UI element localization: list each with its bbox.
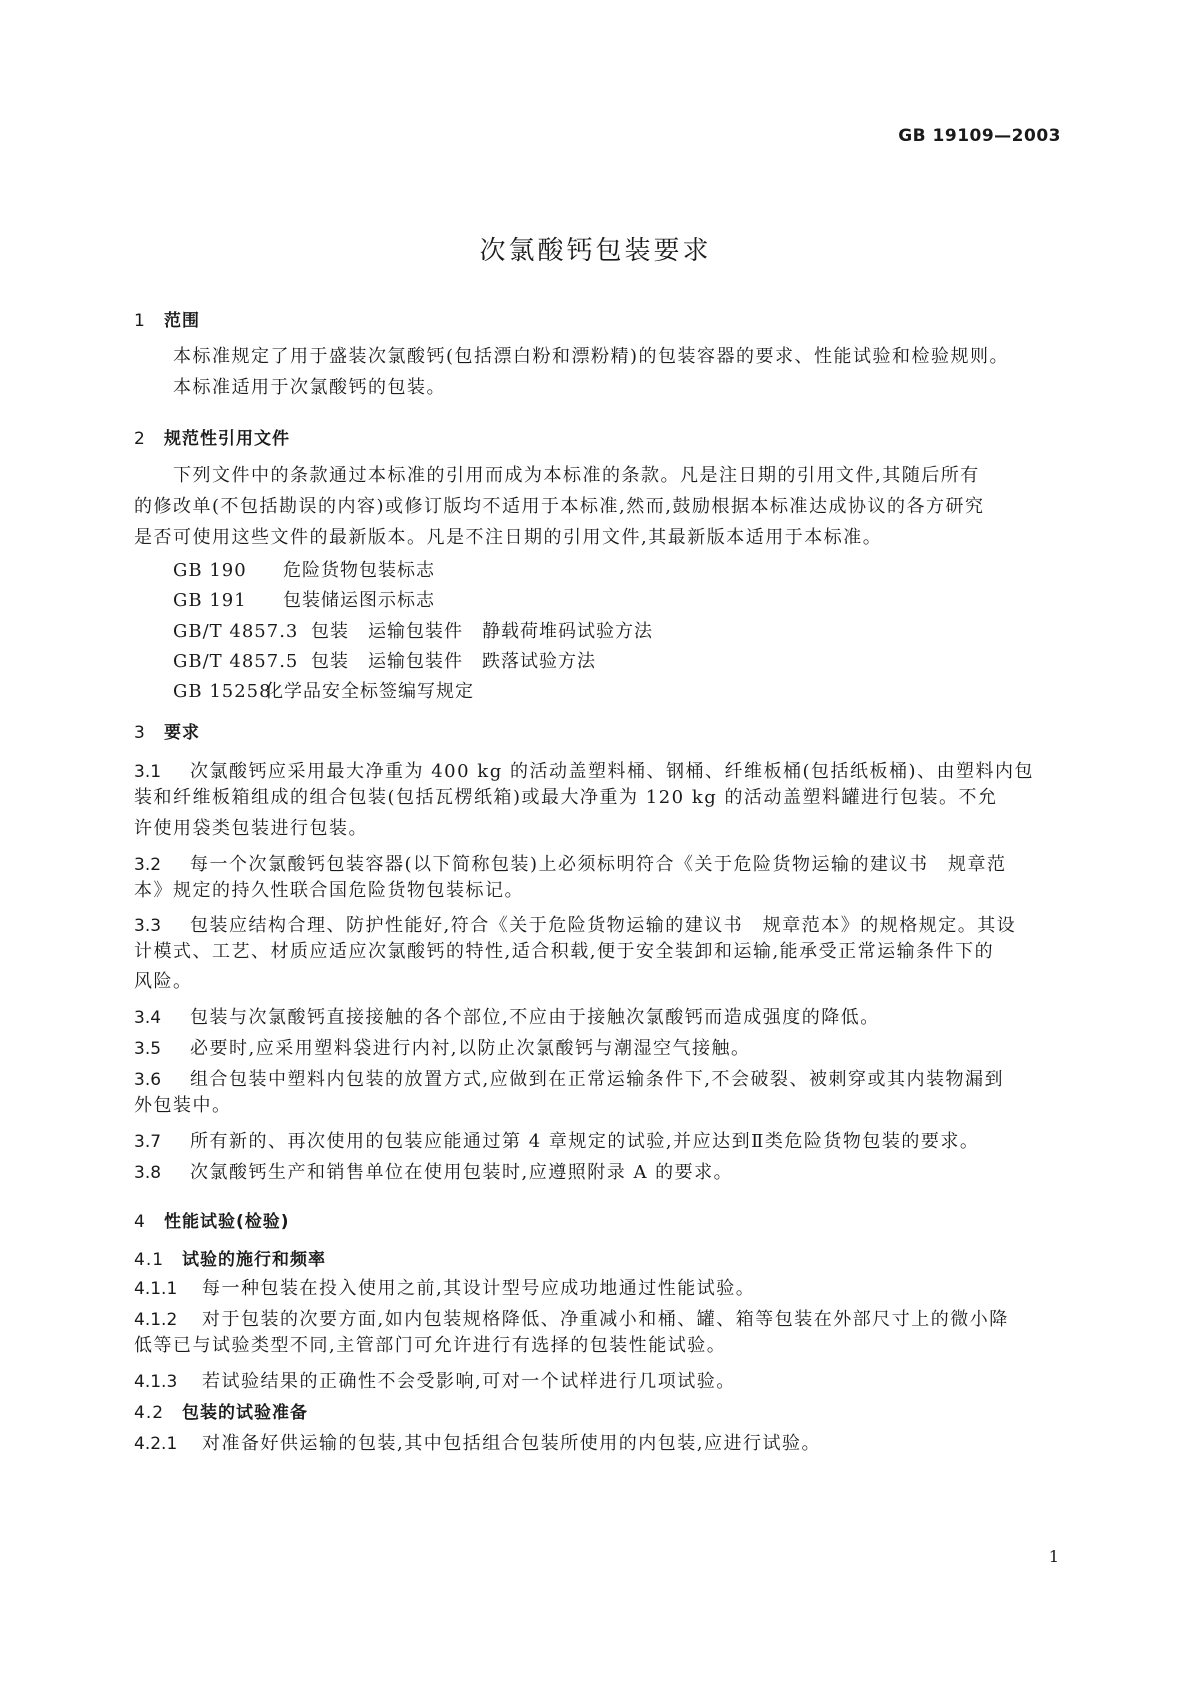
normative-reference <box>173 556 435 582</box>
clause-number: 4.2.1 <box>134 1434 178 1454</box>
clause-text: 组合包装中塑料内包装的放置方式,应做到在正常运输条件下,不会破裂、被刺穿或其内装物漏到 <box>190 1069 1004 1090</box>
paragraph-line: 本标准适用于次氯酸钙的包装。 <box>173 377 446 398</box>
section-number: 2 <box>134 429 146 449</box>
paragraph-line: 计模式、工艺、材质应适应次氯酸钙的特性,适合积载,便于安全装卸和运输,能承受正常运输条件下的 <box>134 941 995 962</box>
clause-number: 3.4 <box>134 1008 162 1028</box>
paragraph-line: 本》规定的持久性联合国危险货物包装标记。 <box>134 880 524 901</box>
reference-code: GB 190 <box>173 560 247 581</box>
reference-title: 包装 运输包装件 跌落试验方法 <box>311 651 596 672</box>
clause-3-1 <box>134 757 1034 783</box>
clause-text: 每一种包装在投入使用之前,其设计型号应成功地通过性能试验。 <box>202 1278 756 1299</box>
section-title: 范围 <box>164 311 200 331</box>
clause-text: 包装应结构合理、防护性能好,符合《关于危险货物运输的建议书 规章范本》的规格规定。其设 <box>190 915 1017 936</box>
subsection-title: 试验的施行和频率 <box>182 1250 326 1270</box>
paragraph-line: 外包装中。 <box>134 1095 232 1116</box>
clause-3-5 <box>134 1034 750 1060</box>
subsection-4-1-heading <box>134 1245 326 1270</box>
reference-code: GB 191 <box>173 590 247 611</box>
reference-code: GB/T 4857.5 <box>173 651 299 672</box>
paragraph-line: 本标准规定了用于盛装次氯酸钙(包括漂白粉和漂粉精)的包装容器的要求、性能试验和检验规则。 <box>173 346 1010 367</box>
reference-title: 危险货物包装标志 <box>283 560 435 581</box>
section-title: 要求 <box>164 723 200 743</box>
clause-number: 3.3 <box>134 916 162 936</box>
section-4-heading <box>134 1207 290 1232</box>
clause-text: 每一个次氯酸钙包装容器(以下简称包装)上必须标明符合《关于危险货物运输的建议书 规章范 <box>190 854 1007 875</box>
normative-reference <box>173 677 474 703</box>
paragraph-line: 低等已与试验类型不同,主管部门可允许进行有选择的包装性能试验。 <box>134 1335 727 1356</box>
section-number: 4 <box>134 1212 146 1232</box>
normative-reference <box>173 586 435 612</box>
section-3-heading <box>134 718 200 743</box>
normative-reference <box>173 617 653 643</box>
paragraph-line: 是否可使用这些文件的最新版本。凡是不注日期的引用文件,其最新版本适用于本标准。 <box>134 527 883 548</box>
clause-number: 3.5 <box>134 1039 162 1059</box>
clause-text: 次氯酸钙生产和销售单位在使用包装时,应遵照附录 A 的要求。 <box>190 1162 734 1183</box>
section-number: 3 <box>134 723 146 743</box>
subsection-number: 4.1 <box>134 1250 165 1270</box>
clause-3-3 <box>134 911 1016 937</box>
clause-number: 3.8 <box>134 1163 162 1183</box>
reference-title: 包装 运输包装件 静载荷堆码试验方法 <box>311 621 653 642</box>
clause-number: 4.1.1 <box>134 1279 178 1299</box>
clause-text: 必要时,应采用塑料袋进行内衬,以防止次氯酸钙与潮湿空气接触。 <box>190 1038 751 1059</box>
clause-number: 3.2 <box>134 855 162 875</box>
normative-reference <box>173 647 596 673</box>
paragraph-line: 的修改单(不包括勘误的内容)或修订版均不适用于本标准,然而,鼓励根据本标准达成协议的各方研究 <box>134 496 985 517</box>
section-title: 规范性引用文件 <box>164 429 290 449</box>
section-title: 性能试验(检验) <box>164 1212 290 1232</box>
document-title: 次氯酸钙包装要求 <box>479 236 712 266</box>
reference-code: GB/T 4857.3 <box>173 621 299 642</box>
clause-number: 4.1.2 <box>134 1310 178 1330</box>
section-2-heading <box>134 424 290 449</box>
clause-3-6 <box>134 1065 1004 1091</box>
clause-text: 对准备好供运输的包装,其中包括组合包装所使用的内包装,应进行试验。 <box>202 1433 821 1454</box>
reference-code: GB 15258 <box>173 681 272 702</box>
reference-title: 包装储运图示标志 <box>283 590 435 611</box>
paragraph-line: 风险。 <box>134 971 193 992</box>
clause-3-2 <box>134 850 1007 876</box>
paragraph-line: 装和纤维板箱组成的组合包装(包括瓦楞纸箱)或最大净重为 120 kg 的活动盖塑料罐进行包装。不允 <box>134 787 998 808</box>
clause-text: 所有新的、再次使用的包装应能通过第 4 章规定的试验,并应达到Ⅱ类危险货物包装的要求。 <box>190 1131 980 1152</box>
subsection-number: 4.2 <box>134 1403 165 1423</box>
clause-text: 包装与次氯酸钙直接接触的各个部位,不应由于接触次氯酸钙而造成强度的降低。 <box>190 1007 880 1028</box>
clause-text: 若试验结果的正确性不会受影响,可对一个试样进行几项试验。 <box>202 1371 736 1392</box>
clause-3-8 <box>134 1158 733 1184</box>
clause-number: 3.1 <box>134 762 162 782</box>
clause-number: 3.6 <box>134 1070 162 1090</box>
subsection-4-2-heading <box>134 1398 308 1423</box>
clause-number: 4.1.3 <box>134 1372 178 1392</box>
clause-4-1-2 <box>134 1305 1009 1331</box>
clause-3-7 <box>134 1127 979 1153</box>
clause-3-4 <box>134 1003 880 1029</box>
clause-4-1-3 <box>134 1367 736 1393</box>
standard-code: GB 19109—2003 <box>898 126 1061 146</box>
reference-title: 化学品安全标签编写规定 <box>265 681 474 702</box>
clause-number: 3.7 <box>134 1132 162 1152</box>
subsection-title: 包装的试验准备 <box>182 1403 308 1423</box>
paragraph-line: 下列文件中的条款通过本标准的引用而成为本标准的条款。凡是注日期的引用文件,其随后所有 <box>173 465 980 486</box>
clause-4-1-1 <box>134 1274 755 1300</box>
clause-text: 次氯酸钙应采用最大净重为 400 kg 的活动盖塑料桶、钢桶、纤维板桶(包括纸板桶)、由塑料内包 <box>190 761 1034 782</box>
page-number: 1 <box>1048 1547 1059 1566</box>
clause-text: 对于包装的次要方面,如内包装规格降低、净重减小和桶、罐、箱等包装在外部尺寸上的微小降 <box>202 1309 1009 1330</box>
section-1-heading <box>134 306 200 331</box>
paragraph-line: 许使用袋类包装进行包装。 <box>134 818 368 839</box>
section-number: 1 <box>134 311 146 331</box>
clause-4-2-1 <box>134 1429 821 1455</box>
